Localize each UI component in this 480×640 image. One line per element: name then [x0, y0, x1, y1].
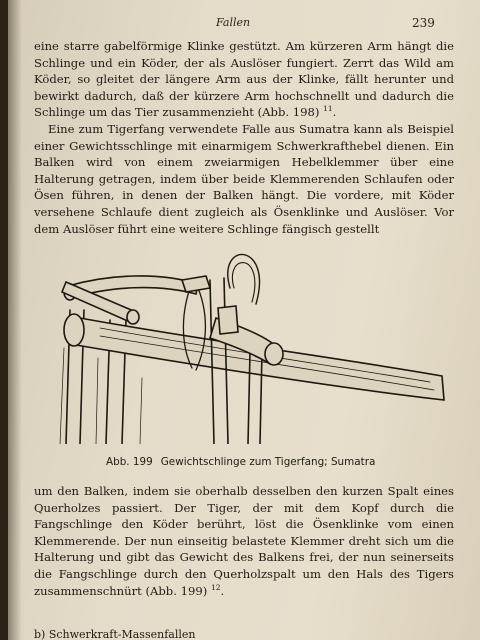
caption-number: Abb. 199 [106, 456, 153, 468]
caption-text: Gewichtschlinge zum Tigerfang; Sumatra [160, 456, 376, 468]
paragraph: Eine zum Tigerfang verwendete Falle aus Sumatra kann als Beispiel einer Gewichtsschlinge mit einarmigem Schwerkrafthebel dienen. Ein Balken wird von einem zweiarmigen Hebelklemmer über eine Halterung getragen, indem über beide Klemmerenden Schlaufen oder Ösen führen, in denen der Balken hängt. Die vordere, mit Köder versehene Schlaufe dient zugleich als Ösenklinke und Auslöser. Vor dem Auslöser führt eine weitere Schlinge fängisch gestellt [34, 121, 454, 236]
knot [182, 276, 210, 292]
section-heading-partial: b) Schwerkraft-Massenfallen [34, 628, 196, 640]
gutter-shadow [8, 0, 22, 640]
bait-block [218, 306, 238, 334]
body-text-bottom [34, 483, 454, 599]
trap-illustration [40, 248, 460, 444]
figure-caption [106, 456, 375, 468]
paragraph: eine starre gabelförmige Klinke gestützt. Am kürzeren Arm hängt die Schlinge und ein Köder, der als Auslöser fungiert. Zerrt das Wild am Köder, so gleitet der längere Arm aus der Klinke, fällt herunter und bewirkt dadurch, daß der kürzere Arm hochschnellt und dadurch die Schlinge um das Tier zusammenzieht (Abb. 198) $^{11}$. [34, 39, 454, 120]
paragraph-text: eine starre gabelförmige Klinke gestützt. Am kürzeren Arm hängt die Schlinge und ein Köder, der als Auslöser fungiert. Zerrt das Wild am Köder, so gleitet der längere Arm aus der Klinke, fällt herunter und bewirkt dadurch, daß der kürzere Arm hochschnellt und dadurch die Schlinge um das Tier zusammenzieht (Abb. 198) [34, 39, 454, 120]
book-page [8, 0, 480, 640]
footnote-ref: 11 [323, 104, 333, 114]
running-title: Fallen [216, 16, 251, 29]
page-number: 239 [412, 16, 435, 30]
paragraph: um den Balken, indem sie oberhalb desselben den kurzen Spalt eines Querholzes passiert. Der Tiger, der mit dem Kopf durch die Fangschlinge den Köder berührt, löst die Ösenklinke vom einen Klemmerende. Der nun einseitig belastete Klemmer dreht sich um die Halterung und gibt das Gewicht des Balkens frei, der nun seinerseits die Fangschlinge durch den Querholzspalt um den Hals des Tigers zusammenschnürt (Abb. 199) $^{12}$. [34, 484, 454, 598]
page-header [8, 14, 480, 34]
beam-end [64, 314, 84, 346]
paragraph-text: um den Balken, indem sie oberhalb desselben den kurzen Spalt eines Querholzes passiert. Der Tiger, der mit dem Kopf durch die Fangschlinge den Köder berührt, löst die Ösenklinke vom einen Klemmerende. Der nun einseitig belastete Klemmer dreht sich um die Halterung und gibt das Gewicht des Balkens frei, der nun seinerseits die Fangschlinge durch den Querholzspalt um den Hals des Tigers zusammenschnürt (Abb. 199) [34, 484, 454, 598]
body-text-top [34, 38, 454, 237]
beam [70, 318, 444, 400]
footnote-ref: 12 [210, 582, 221, 592]
